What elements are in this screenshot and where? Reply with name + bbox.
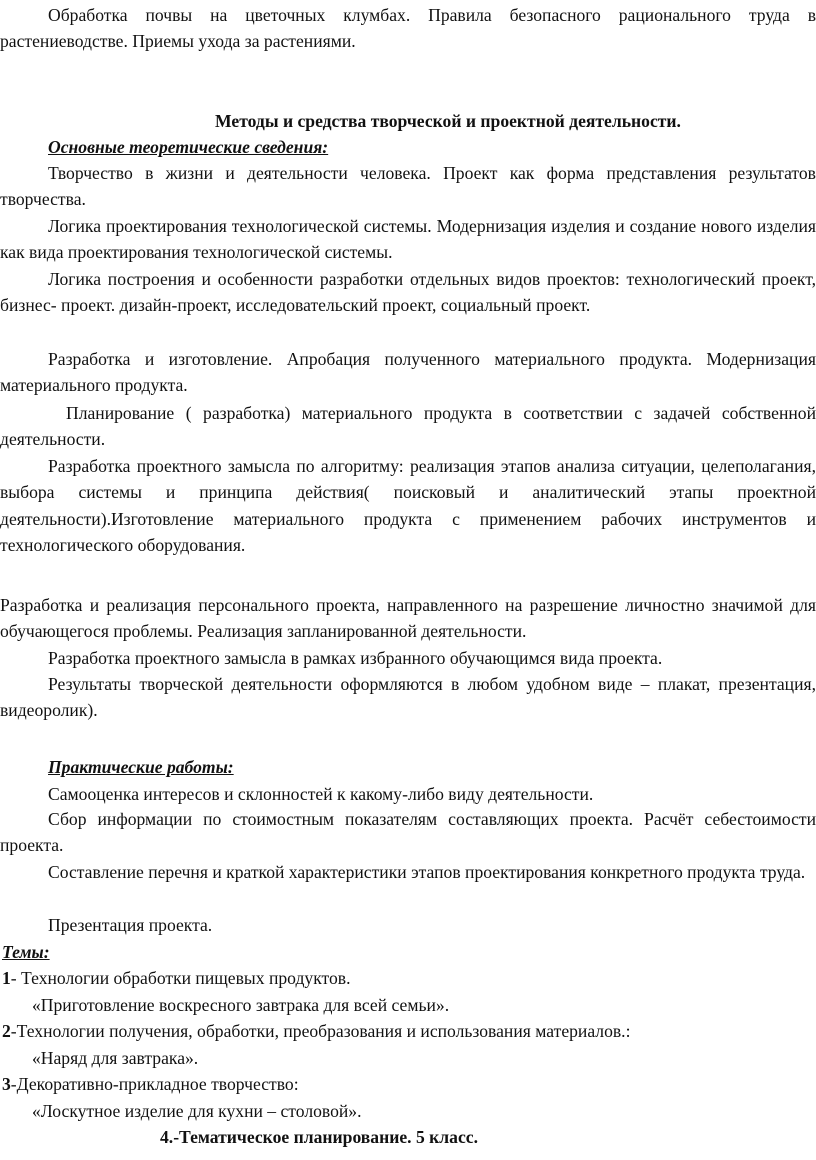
practical-paragraph: Сбор информации по стоимостным показателям составляющих проекта. Расчёт себестоимости проекта. [0,809,816,856]
theory-paragraph: Логика построения и особенности разработки отдельных видов проектов: технологический проект, бизнес- проект. дизайн-проект, исследовательский проект, социальный проект. [0,269,816,316]
topic-subtitle: «Лоскутное изделие для кухни – столовой». [32,1101,362,1121]
section-title: Методы и средства творческой и проектной деятельности. [215,111,681,131]
personal-paragraph: Результаты творческой деятельности оформляются в любом удобном виде – плакат, презентация, видеоролик). [0,674,816,721]
topic-subtitle: «Приготовление воскресного завтрака для всей семьи». [32,995,450,1015]
theory-heading: Основные теоретические сведения: [48,137,329,157]
topic-title: -Технологии получения, обработки, преобразования и использования материалов.: [10,1021,631,1041]
theory-paragraph: Логика проектирования технологической системы. Модернизация изделия и создание нового изделия как вида проектирования технологической системы. [0,216,816,263]
topic-number: 3 [2,1074,11,1094]
practical-paragraph: Презентация проекта. [48,915,213,935]
intro-paragraph: Обработка почвы на цветочных клумбах. Правила безопасного рационального труда в растениеводстве. Приемы ухода за растениями. [0,5,816,52]
personal-paragraph: Разработка и реализация персонального проекта, направленного на разрешение личностно значимой для обучающегося проблемы. Реализация запланированной деятельности. [0,595,816,642]
footer-title: 4.-Тематическое планирование. 5 класс. [160,1127,478,1147]
practical-paragraph: Составление перечня и краткой характеристики этапов проектирования конкретного продукта труда. [48,862,806,882]
topic-number: 2 [2,1021,11,1041]
topic-title: - Технологии обработки пищевых продуктов. [10,968,351,988]
topic-item [2,965,350,991]
topic-item [2,1071,299,1097]
topic-number: 1 [2,968,11,988]
topics-heading: Темы: [2,942,50,962]
theory-paragraph: Творчество в жизни и деятельности человека. Проект как форма представления результатов творчества. [0,163,816,210]
practical-paragraph: Самооценка интересов и склонностей к какому-либо виду деятельности. [48,784,594,804]
personal-paragraph: Разработка проектного замысла в рамках избранного обучающимся вида проекта. [48,648,663,668]
theory-paragraph: Разработка и изготовление. Апробация полученного материального продукта. Модернизация материального продукта. [0,349,816,396]
theory-paragraph: Планирование ( разработка) материального продукта в соответствии с задачей собственной деятельности. [0,403,816,450]
practical-heading: Практические работы: [48,757,234,777]
topic-title: -Декоративно-прикладное творчество: [10,1074,299,1094]
theory-paragraph: Разработка проектного замысла по алгоритму: реализация этапов анализа ситуации, целеполагания, выбора системы и принципа действия( поисковый и аналитический этапы проектной деятельности).Изготовление материального продукта с применением рабочих инструментов и технологического оборудования. [0,456,816,556]
topic-subtitle: «Наряд для завтрака». [32,1048,199,1068]
topic-item [2,1018,630,1044]
